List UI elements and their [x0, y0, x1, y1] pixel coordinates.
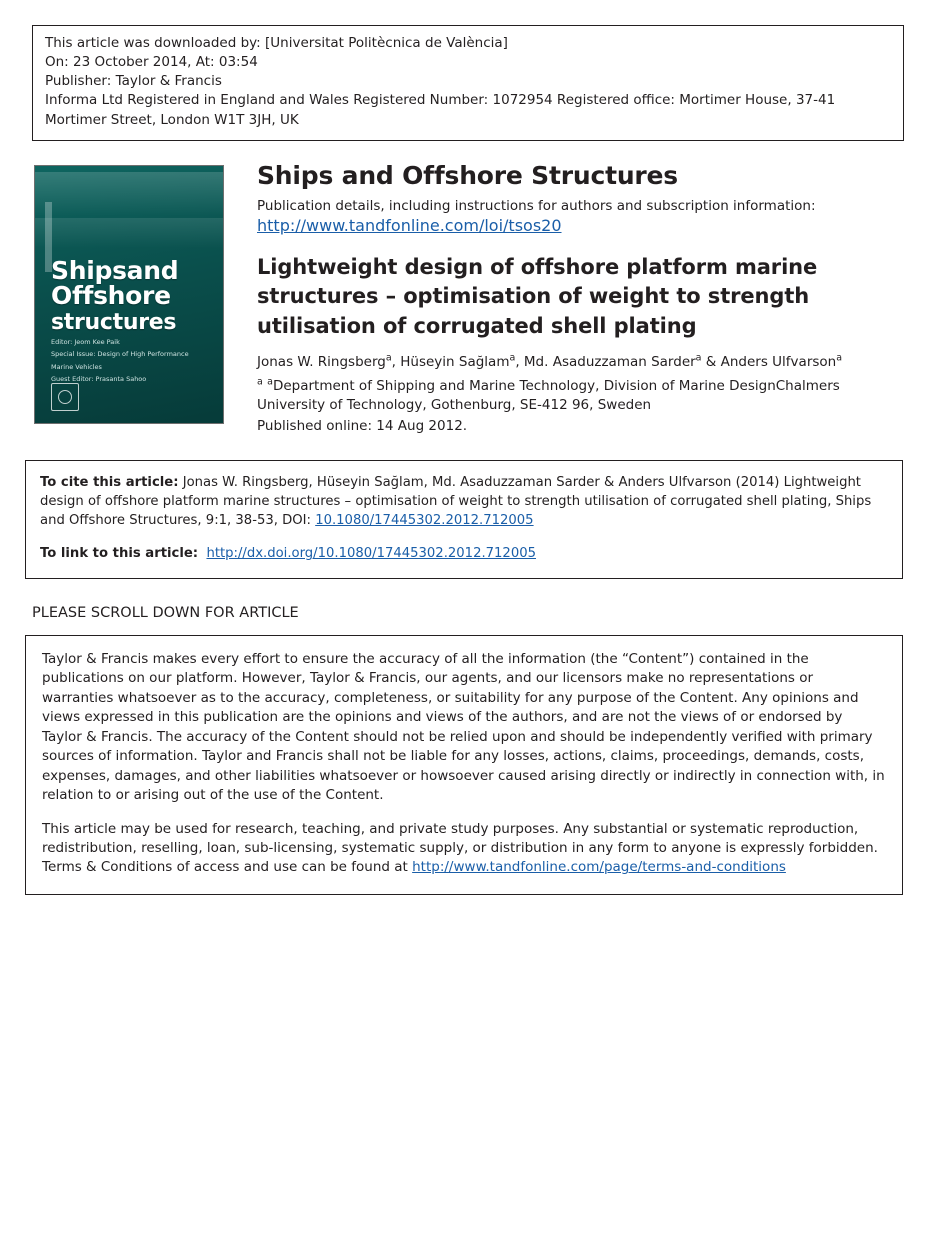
- cover-title-line1: Ships: [51, 256, 127, 285]
- registration-line: Informa Ltd Registered in England and Wales Registered Number: 1072954 Registered office: Mortimer House, 37-41 Mortimer Street, London W1T 3JH, UK: [45, 92, 836, 128]
- author-3-affil-marker: a: [695, 352, 702, 364]
- published-online: Published online: 14 Aug 2012.: [257, 418, 468, 435]
- author-2-affil-marker: a: [509, 352, 516, 364]
- author-sep-3: &: [701, 353, 721, 370]
- citation-box: [25, 460, 903, 579]
- journal-text-column: [257, 162, 904, 437]
- cite-text: Jonas W. Ringsberg, Hüseyin Sağlam, Md. Asaduzzaman Sarder & Anders Ulfvarson (2014) Lightweight design of offshore platform marine structures – optimisation of weight to strength utilisation of corrugated shell plating, Ships and Offshore Structures, 9:1, 38-53, DOI:: [40, 475, 872, 529]
- disclaimer-paragraph-2-text: This article may be used for research, teaching, and private study purposes. Any substantial or systematic reproduction, redistribution, reselling, loan, sub-licensing, systematic supply, or distribution in any form to anyone is expressly forbidden. Terms & Conditions of access and use can be found at: [42, 820, 878, 876]
- cover-title-line3: Offshore: [51, 281, 171, 310]
- cover-title-line4: structures: [51, 310, 177, 335]
- cover-wave-top: [35, 172, 223, 216]
- journal-url-link[interactable]: http://www.tandfonline.com/loi/tsos20: [257, 215, 562, 235]
- author-list: [257, 353, 904, 372]
- affiliation-marker-b: a: [267, 376, 273, 388]
- article-title: Lightweight design of offshore platform marine structures – optimisation of weight to strength utilisation of corrugated shell plating: [257, 254, 818, 338]
- cover-title-line2: and: [126, 256, 179, 285]
- downloaded-by-value: [Universitat Politècnica de València]: [265, 35, 508, 51]
- author-4-affil-marker: a: [836, 352, 843, 364]
- terms-and-conditions-link[interactable]: http://www.tandfonline.com/page/terms-and-conditions: [412, 859, 786, 876]
- downloaded-by-label: This article was downloaded by:: [45, 35, 261, 51]
- link-label: To link to this article:: [40, 546, 199, 562]
- author-3: Md. Asaduzzaman Sarder: [523, 353, 696, 370]
- cover-guest-editor: Guest Editor: Prasanta Sahoo: [51, 375, 147, 384]
- author-4: Anders Ulfvarson: [720, 353, 837, 370]
- disclaimer-paragraph-1: Taylor & Francis makes every effort to ensure the accuracy of all the information (the “Content”) contained in the publications on our platform. However, Taylor & Francis, our agents, and our licensors make no representations or warranties whatsoever as to the accuracy, completeness, or suitability for any purpose of the Content. Any opinions and views expressed in this publication are the opinions and views of the authors, and are not the views of or endorsed by Taylor & Francis. The accuracy of the Content should not be relied upon and should be independently verified with primary sources of information. Taylor and Francis shall not be liable for any losses, actions, claims, proceedings, demands, costs, expenses, damages, and other liabilities whatsoever or howsoever caused arising directly or indirectly in connection with, in relation to or arising out of the use of the Content.: [42, 651, 885, 804]
- disclaimer-box: [25, 635, 903, 895]
- scroll-down-note: PLEASE SCROLL DOWN FOR ARTICLE: [32, 605, 299, 621]
- author-sep-1: ,: [391, 353, 401, 370]
- cover-wave-second: [35, 218, 223, 248]
- cite-label: To cite this article:: [40, 475, 179, 490]
- article-doi-url-link[interactable]: http://dx.doi.org/10.1080/17445302.2012.712005: [206, 546, 536, 562]
- downloaded-by-line: [45, 34, 891, 53]
- affiliation-line: [257, 377, 904, 415]
- journal-url-row: [257, 216, 904, 235]
- disclaimer-paragraph-2: [42, 820, 886, 878]
- doi-link[interactable]: 10.1080/17445302.2012.712005: [315, 513, 534, 529]
- author-2: Hüseyin Sağlam: [400, 353, 510, 370]
- publication-details: Publication details, including instructions for authors and subscription information:: [257, 197, 816, 214]
- journal-title: Ships and Offshore Structures: [257, 161, 678, 190]
- author-sep-2: ,: [515, 353, 524, 370]
- journal-article-block: [32, 162, 904, 437]
- affiliation-marker-a: a: [257, 376, 263, 388]
- publisher-line: Publisher: Taylor & Francis: [45, 73, 222, 90]
- publisher-logo-icon: [51, 383, 79, 411]
- cover-title: [51, 258, 178, 334]
- affiliation-text: Department of Shipping and Marine Technology, Division of Marine DesignChalmers University of Technology, Gothenburg, SE-412 96, Sweden: [257, 378, 840, 414]
- author-1-affil-marker: a: [385, 352, 392, 364]
- author-1: Jonas W. Ringsberg: [257, 353, 386, 370]
- cover-special-issue: Special Issue: Design of High Performance Marine Vehicles: [51, 350, 189, 371]
- cover-editor: Editor: Jeom Kee Paik: [51, 338, 120, 346]
- link-to-article-row: [40, 544, 888, 563]
- cite-this-article-row: [40, 473, 888, 530]
- download-date-line: On: 23 October 2014, At: 03:54: [45, 54, 258, 71]
- download-info-box: [32, 25, 904, 141]
- journal-cover-image: [34, 165, 224, 424]
- cover-subtext: [51, 336, 201, 385]
